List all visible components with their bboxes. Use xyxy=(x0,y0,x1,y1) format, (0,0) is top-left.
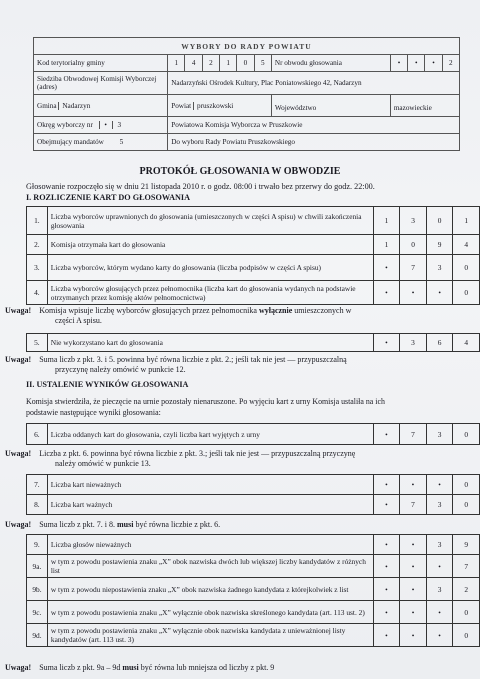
uwaga-bold: musi xyxy=(116,520,134,529)
row-label: Liczba wyborców głosujących przez pełnomocnika (liczba kart do głosowania wydanych na podstawie otrzymanych przez komisję aktów pełnomocnictwa) xyxy=(47,281,373,305)
section-2-intro-2: podstawie następujące wyniki głosowania: xyxy=(26,408,161,417)
mandaty-label: Obejmujący mandatów xyxy=(37,138,104,146)
election-title: WYBORY DO RADY POWIATU xyxy=(34,38,460,55)
digit-cell: 1 xyxy=(373,207,400,235)
digit-cell: 4 xyxy=(453,334,480,352)
uwaga-note-5 xyxy=(5,663,274,673)
uwaga-note-2 xyxy=(5,355,347,375)
digit-cell: • xyxy=(400,475,427,495)
uwaga-text: części A spisu. xyxy=(55,316,102,325)
uwaga-bold: musi xyxy=(122,663,139,672)
row-number: 9d. xyxy=(27,624,48,647)
row-label: Liczba kart ważnych xyxy=(47,495,373,515)
row-number: 5. xyxy=(27,334,48,352)
digit-cell: 0 xyxy=(453,281,480,305)
digit-cell: 3 xyxy=(426,578,453,601)
table-row xyxy=(27,624,480,647)
gmina-value: Nadarzyn xyxy=(58,102,90,110)
digit-cell: 3 xyxy=(426,495,453,515)
digit-cell: 9 xyxy=(453,535,480,555)
digit-cell: • xyxy=(426,624,453,647)
obwod-digit: • xyxy=(390,55,407,72)
row-label: Komisja otrzymała kart do głosowania xyxy=(47,235,373,255)
row-label: w tym z powodu postawienia znaku „X” wyłącznie obok nazwiska skreślonego kandydata (art. 113 ust. 2) xyxy=(47,601,373,624)
siedziba-value: Nadarzyński Ośrodek Kultury, Plac Poniatowskiego 42, Nadarzyn xyxy=(168,72,460,95)
digit-cell: • xyxy=(373,555,400,578)
digit-cell: • xyxy=(373,578,400,601)
row-label: Liczba głosów nieważnych xyxy=(47,535,373,555)
table-row xyxy=(27,207,480,235)
row-label: Liczba oddanych kart do głosowania, czyli liczba kart wyjętych z urny xyxy=(47,424,373,445)
kod-digit: 1 xyxy=(220,55,237,72)
woj-label: Województwo xyxy=(271,95,390,117)
digit-cell: 7 xyxy=(400,495,427,515)
uwaga-note-1 xyxy=(5,306,351,326)
digit-cell: 1 xyxy=(453,207,480,235)
woj-value: mazowieckie xyxy=(390,95,459,117)
table-row xyxy=(27,535,480,555)
digit-cell: 0 xyxy=(453,255,480,281)
uwaga-label: Uwaga! xyxy=(5,663,32,672)
row-number: 7. xyxy=(27,475,48,495)
row-label: Liczba wyborców, którym wydano karty do głosowania (liczba podpisów w części A spisu) xyxy=(47,255,373,281)
obwod-digit: • xyxy=(425,55,442,72)
table-row xyxy=(27,475,480,495)
row-number: 9b. xyxy=(27,578,48,601)
row-number: 9c. xyxy=(27,601,48,624)
rows-table-a xyxy=(26,206,480,305)
digit-cell: 4 xyxy=(453,235,480,255)
digit-cell: • xyxy=(400,624,427,647)
digit-cell: 3 xyxy=(426,424,453,445)
row-label: Nie wykorzystano kart do głosowania xyxy=(47,334,373,352)
uwaga-text: Suma liczb z pkt. 3. i 5. powinna być równa liczbie z pkt. 2.; jeśli tak nie jest — przypuszczalną xyxy=(39,355,347,364)
table-row xyxy=(27,424,480,445)
row-label: Liczba kart nieważnych xyxy=(47,475,373,495)
digit-cell: • xyxy=(400,555,427,578)
digit-cell: • xyxy=(400,535,427,555)
uwaga-text: być równa lub mniejsza od liczby z pkt. 9 xyxy=(138,663,275,672)
kod-digit: 4 xyxy=(185,55,202,72)
digit-cell: • xyxy=(373,281,400,305)
digit-cell: • xyxy=(426,601,453,624)
row-number: 8. xyxy=(27,495,48,515)
digit-cell: 3 xyxy=(426,255,453,281)
digit-cell: 1 xyxy=(373,235,400,255)
digit-cell: • xyxy=(373,624,400,647)
digit-cell: • xyxy=(400,601,427,624)
digit-cell: • xyxy=(373,495,400,515)
table-row xyxy=(27,578,480,601)
header-table xyxy=(33,37,460,151)
digit-cell: • xyxy=(373,475,400,495)
table-row xyxy=(27,255,480,281)
digit-cell: • xyxy=(373,334,400,352)
powiat-label: Powiat xyxy=(171,101,192,110)
uwaga-text: umieszczonych w xyxy=(292,306,352,315)
digit-cell: 0 xyxy=(453,475,480,495)
digit-cell: 3 xyxy=(400,334,427,352)
digit-cell: 0 xyxy=(400,235,427,255)
mandaty-rada: Do wyboru Rady Powiatu Pruszkowskiego xyxy=(168,134,460,151)
row-number: 2. xyxy=(27,235,48,255)
kod-digit: 1 xyxy=(168,55,185,72)
okreg-komisja: Powiatowa Komisja Wyborcza w Pruszkowie xyxy=(168,117,460,134)
section-2-intro: Komisja stwierdziła, że pieczęcie na urnie pozostały nienaruszone. Po wyjęciu kart z urny Komisja ustaliła na ich xyxy=(26,397,385,406)
uwaga-label: Uwaga! xyxy=(5,355,32,364)
section-2-heading: II. USTALENIE WYNIKÓW GŁOSOWANIA xyxy=(26,380,189,389)
digit-cell: • xyxy=(426,281,453,305)
table-row xyxy=(27,555,480,578)
row-label: w tym z powodu niepostawienia znaku „X” obok nazwiska żadnego kandydata z którejkolwiek z list xyxy=(47,578,373,601)
obwod-digit: • xyxy=(408,55,425,72)
uwaga-text: Suma liczb z pkt. 7. i 8. xyxy=(39,520,117,529)
start-line: Głosowanie rozpoczęło się w dniu 21 listopada 2010 r. o godz. 08:00 i trwało bez przerwy do godz. 22:00. xyxy=(26,182,375,191)
uwaga-text: Suma liczb z pkt. 9a – 9d xyxy=(39,663,123,672)
gmina-label: Gmina xyxy=(37,101,57,110)
digit-cell: 7 xyxy=(453,555,480,578)
table-row xyxy=(27,281,480,305)
table-row xyxy=(27,334,480,352)
kod-digit: 2 xyxy=(202,55,219,72)
uwaga-text: przyczynę należy omówić w punkcie 12. xyxy=(55,365,186,374)
row-number: 1. xyxy=(27,207,48,235)
uwaga-bold: wyłącznie xyxy=(258,306,293,315)
digit-cell: 3 xyxy=(426,535,453,555)
uwaga-text: Komisja wpisuje liczbę wyborców głosujących przez pełnomocnika xyxy=(39,306,259,315)
row-number: 4. xyxy=(27,281,48,305)
uwaga-label: Uwaga! xyxy=(5,306,32,315)
rows-table-5 xyxy=(26,333,480,352)
digit-cell: 7 xyxy=(400,424,427,445)
powiat-value: pruszkowski xyxy=(193,102,233,110)
obwod-digit: 2 xyxy=(442,55,459,72)
okreg-value: 3 xyxy=(117,121,122,129)
digit-cell: • xyxy=(426,555,453,578)
uwaga-note-3 xyxy=(5,449,355,469)
digit-cell: • xyxy=(373,424,400,445)
table-row xyxy=(27,601,480,624)
uwaga-text: być równa liczbie z pkt. 6. xyxy=(133,520,221,529)
siedziba-label: Siedziba Obwodowej Komisji Wyborczej (adres) xyxy=(34,72,168,95)
digit-cell: 7 xyxy=(400,255,427,281)
protocol-title: PROTOKÓŁ GŁOSOWANIA W OBWODZIE xyxy=(139,166,341,177)
section-1-heading: I. ROZLICZENIE KART DO GŁOSOWANIA xyxy=(26,193,191,202)
kod-digit: 0 xyxy=(237,55,254,72)
digit-cell: 0 xyxy=(453,495,480,515)
rows-table-b xyxy=(26,474,480,515)
okreg-dot: • xyxy=(99,121,113,129)
obwod-label: Nr obwodu głosowania xyxy=(271,55,390,72)
digit-cell: 0 xyxy=(426,207,453,235)
kod-digit: 5 xyxy=(254,55,271,72)
digit-cell: 9 xyxy=(426,235,453,255)
uwaga-label: Uwaga! xyxy=(5,520,32,529)
digit-cell: 3 xyxy=(400,207,427,235)
rows-table-c xyxy=(26,534,480,647)
table-row xyxy=(27,495,480,515)
digit-cell: • xyxy=(400,578,427,601)
digit-cell: • xyxy=(373,601,400,624)
digit-cell: 2 xyxy=(453,578,480,601)
row-number: 3. xyxy=(27,255,48,281)
row-label: w tym z powodu postawienia znaku „X” obok nazwiska dwóch lub większej liczby kandydatów z różnych list xyxy=(47,555,373,578)
digit-cell: • xyxy=(426,475,453,495)
digit-cell: • xyxy=(373,535,400,555)
digit-cell: • xyxy=(400,281,427,305)
row-number: 9. xyxy=(27,535,48,555)
digit-cell: 6 xyxy=(426,334,453,352)
row-label: Liczba wyborców uprawnionych do głosowania (umieszczonych w części A spisu) w chwili zakończenia głosowania xyxy=(47,207,373,235)
row-label: w tym z powodu postawienia znaku „X” wyłącznie obok nazwiska kandydata z unieważnionej listy kandydatów (art. 113 ust. 3) xyxy=(47,624,373,647)
row-number: 9a. xyxy=(27,555,48,578)
uwaga-text: należy omówić w punkcie 13. xyxy=(55,459,151,468)
digit-cell: 0 xyxy=(453,424,480,445)
uwaga-note-4 xyxy=(5,520,220,530)
digit-cell: 0 xyxy=(453,624,480,647)
table-row xyxy=(27,235,480,255)
rows-table-6 xyxy=(26,423,480,445)
mandaty-value: 5 xyxy=(119,138,124,146)
kod-label: Kod terytorialny gminy xyxy=(34,55,168,72)
uwaga-label: Uwaga! xyxy=(5,449,32,458)
digit-cell: 0 xyxy=(453,601,480,624)
row-number: 6. xyxy=(27,424,48,445)
okreg-label: Okręg wyborczy nr xyxy=(37,121,93,129)
uwaga-text: Liczba z pkt. 6. powinna być równa liczbie z pkt. 3.; jeśli tak nie jest — przypuszczalną przyczynę xyxy=(39,449,356,458)
digit-cell: • xyxy=(373,255,400,281)
